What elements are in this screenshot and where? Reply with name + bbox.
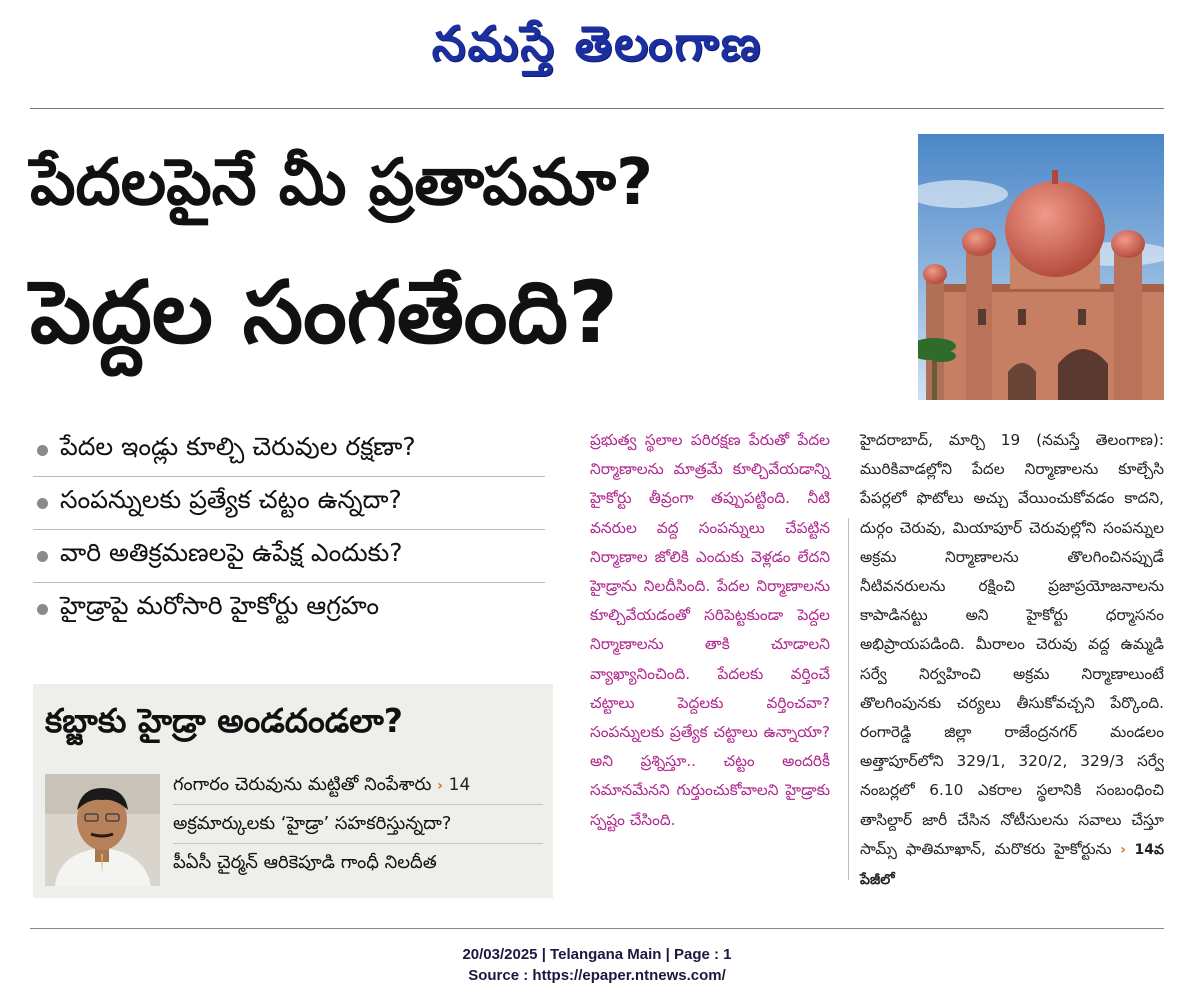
bullet-item <box>33 583 545 635</box>
bullet-dot-icon <box>37 604 48 615</box>
bullet-list <box>33 424 545 635</box>
bullet-text: వారి అతిక్రమణలపై ఉపేక్ష ఎందుకు? <box>60 538 403 567</box>
masthead-divider <box>30 108 1164 109</box>
edition-info: 20/03/2025 | Telangana Main | Page : 1 <box>462 946 732 963</box>
column-divider <box>848 518 849 880</box>
headline-line-1: పేదలపైనే మీ ప్రతాపమా? <box>30 146 654 220</box>
masthead <box>0 4 1194 84</box>
bullet-text: పేదల ఇండ్లు కూల్చి చెరువుల రక్షణా? <box>60 432 416 461</box>
inset-box <box>33 684 553 898</box>
inset-story-text: అక్రమార్కులకు ‘హైడ్రా’ సహకరిస్తున్నదా? <box>173 813 452 834</box>
bullet-item <box>33 477 545 530</box>
article-body-text: హైదరాబాద్, మార్చి 19 (నమస్తే తెలంగాణ): మురికివాడల్లోని పేదల నిర్మాణాలను కూల్చేసి పేపర్లలో ఫొటోలు అచ్చు వేయించుకోవడం కాదని, దుర్గం చెరువు, మియాపూర్ చెరువుల్లోని సంపన్నుల అక్రమ నిర్మాణాలను తొలగించినప్పుడే నీటివనరులను రక్షించి ప్రజాప్రయోజనాలను కాపాడినట్టు అని హైకోర్టు ధర్మాసనం అభిప్రాయపడింది. మీరాలం చెరువు వద్ద ఉమ్మడి సర్వే నిర్వహించి అక్రమ నిర్మాణాలుంటే తొలగింపునకు చర్యలు తీసుకోవచ్చని పేర్కొంది. రంగారెడ్డి జిల్లా రాజేంద్రనగర్ మండలం అత్తాపూర్‌లోని 329/1, 320/2, 329/3 సర్వే నంబర్లలో 6.10 ఎకరాల స్థలానికి సంబంధించి తాసిల్దార్ జారీ చేసిన నోటీసులను సవాలు చేస్తూ సామ్స్ ఫాతిమాఖాన్, మరొకరు హైకోర్టును <box>860 431 1164 858</box>
bullet-dot-icon <box>37 445 48 456</box>
inset-story-item <box>173 766 543 805</box>
continued-arrow-icon: › <box>1120 841 1126 858</box>
bullet-dot-icon <box>37 498 48 509</box>
highlight-quote: ప్రభుత్వ స్థలాల పరిరక్షణ పేరుతో పేదల నిర్మాణాలను మాత్రమే కూల్చివేయడాన్ని హైకోర్టు తీవ్రంగా తప్పుపట్టింది. నీటి వనరుల వద్ద సంపన్నులు చేపట్టిన నిర్మాణాల జోలికి ఎందుకు వెళ్లడం లేదని హైడ్రాను నిలదీసింది. పేదల నిర్మాణాలను కూల్చివేయడంతో సరిపెట్టకుండా పెద్దల నిర్మాణాలను తాకి చూడాలని వ్యాఖ్యానించింది. పేదలకు వర్తించే చట్టాలు పెద్దలకు వర్తించవా? సంపన్నులకు ప్రత్యేక చట్టాలు ఉన్నాయా? అని ప్రశ్నిస్తూ.. చట్టం అందరికీ సమానమేనని గుర్తుంచుకోవాలని హైడ్రాకు స్పష్టం చేసింది. <box>590 431 830 829</box>
bullet-text: హైడ్రాపై మరోసారి హైకోర్టు ఆగ్రహం <box>60 591 380 620</box>
headline-line-2: పెద్దల సంగతేంది? <box>30 263 619 363</box>
bullet-item <box>33 424 545 477</box>
article-body <box>860 426 1164 895</box>
inset-story-list <box>173 766 543 882</box>
bullet-dot-icon <box>37 551 48 562</box>
inset-story-text: గంగారం చెరువును మట్టితో నింపేశారు <box>173 774 432 795</box>
page-ref-arrow-icon: › <box>437 778 443 794</box>
inset-story-text: పీఏసీ చైర్మన్ ఆరికెపూడి గాంధీ నిలదీత <box>173 852 437 873</box>
high-court-photo <box>918 134 1164 400</box>
inset-title: కబ్జాకు హైడ్రా అండదండలా? <box>45 701 403 740</box>
newspaper-logo: నమస్తే తెలంగాణ <box>431 16 763 72</box>
inset-story-item <box>173 805 543 844</box>
page-ref-number: 14 <box>448 775 471 795</box>
person-photo <box>45 774 160 886</box>
page-footer <box>0 944 1194 986</box>
footer-divider <box>30 928 1164 929</box>
inset-story-item <box>173 844 543 882</box>
bullet-item <box>33 530 545 583</box>
continued-page-ref: 14వ పేజీలో <box>860 841 1164 889</box>
source-link[interactable]: Source : https://epaper.ntnews.com/ <box>468 967 726 984</box>
bullet-text: సంపన్నులకు ప్రత్యేక చట్టం ఉన్నదా? <box>60 485 402 514</box>
